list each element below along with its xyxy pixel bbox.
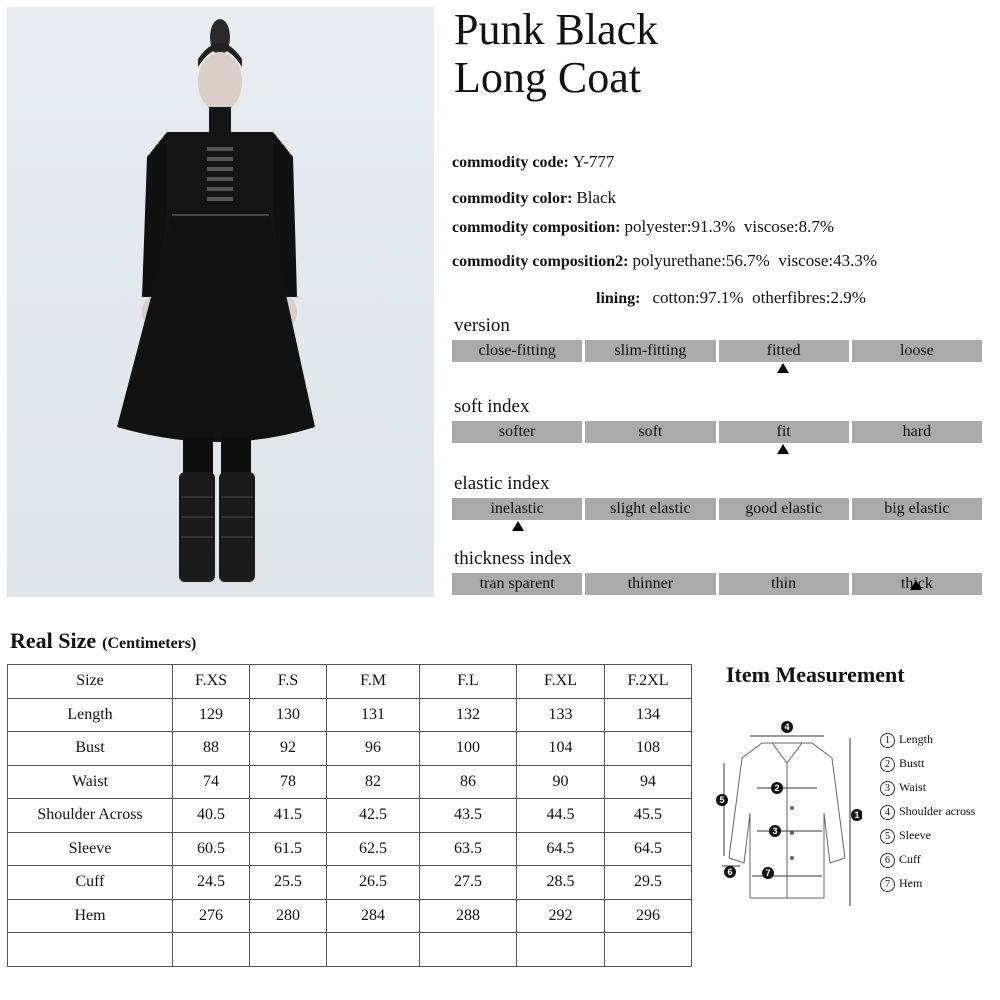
commodity-code xyxy=(452,152,614,172)
size-value-cell: 41.5 xyxy=(250,799,327,833)
elastic-option: inelastic xyxy=(452,498,582,520)
soft-index-label: soft index xyxy=(454,396,530,417)
size-value-cell: 42.5 xyxy=(327,799,420,833)
soft-index-scale xyxy=(452,421,982,443)
row-label-cell: Cuff xyxy=(8,866,173,900)
version-scale xyxy=(452,340,982,362)
diagram-mark: 2 xyxy=(774,783,780,793)
model-wearing-coat-illustration xyxy=(7,7,434,597)
size-value-cell: 96 xyxy=(327,732,420,766)
commodity-color-value: Black xyxy=(576,188,617,207)
size-value-cell: 129 xyxy=(173,698,250,732)
size-value-cell: 29.5 xyxy=(605,866,692,900)
size-value-cell: 131 xyxy=(327,698,420,732)
soft-option: hard xyxy=(852,421,982,443)
commodity-composition2 xyxy=(452,251,877,271)
size-value-cell: 64.5 xyxy=(517,832,605,866)
size-value-cell: 64.5 xyxy=(605,832,692,866)
soft-option: fit xyxy=(719,421,849,443)
measurement-legend xyxy=(880,727,975,895)
version-label: version xyxy=(454,315,510,336)
size-value-cell: 28.5 xyxy=(517,866,605,900)
row-label-cell: Hem xyxy=(8,899,173,933)
thickness-marker-icon xyxy=(910,580,922,590)
version-option: close-fitting xyxy=(452,340,582,362)
header-cell: F.XL xyxy=(517,665,605,699)
legend-item: 6 Cuff xyxy=(880,847,975,871)
product-title-line2: Long Coat xyxy=(454,53,641,102)
header-cell: F.L xyxy=(420,665,517,699)
product-photo xyxy=(7,7,434,597)
commodity-composition2-value: polyurethane:56.7% viscose:43.3% xyxy=(632,251,877,270)
commodity-composition xyxy=(452,217,834,237)
size-value-cell: 284 xyxy=(327,899,420,933)
real-size-heading: Real Size xyxy=(10,628,97,653)
size-value-cell xyxy=(250,933,327,967)
legend-item: 2 Bustt xyxy=(880,751,975,775)
commodity-composition-label: commodity composition: xyxy=(452,219,621,236)
thickness-option: thick xyxy=(852,573,982,595)
coat-measurement-diagram xyxy=(712,718,862,913)
version-option: loose xyxy=(852,340,982,362)
thickness-index-scale xyxy=(452,573,982,595)
row-label-cell: Shoulder Across xyxy=(8,799,173,833)
size-value-cell xyxy=(605,933,692,967)
size-value-cell: 292 xyxy=(517,899,605,933)
version-option: fitted xyxy=(719,340,849,362)
diagram-mark: 4 xyxy=(784,722,790,732)
table-row xyxy=(8,732,692,766)
soft-marker-icon xyxy=(777,444,789,454)
commodity-code-label: commodity code: xyxy=(452,154,569,171)
elastic-index-label: elastic index xyxy=(454,473,550,494)
real-size-title xyxy=(10,628,196,654)
version-marker-icon xyxy=(777,363,789,373)
commodity-code-value: Y-777 xyxy=(572,152,615,171)
row-label-cell: Length xyxy=(8,698,173,732)
diagram-mark: 7 xyxy=(765,868,771,878)
size-value-cell: 74 xyxy=(173,765,250,799)
size-value-cell: 45.5 xyxy=(605,799,692,833)
size-value-cell: 133 xyxy=(517,698,605,732)
lining-value: cotton:97.1% otherfibres:2.9% xyxy=(652,288,866,307)
commodity-composition2-label: commodity composition2: xyxy=(452,253,629,270)
size-value-cell: 40.5 xyxy=(173,799,250,833)
row-label-cell: Waist xyxy=(8,765,173,799)
size-value-cell: 61.5 xyxy=(250,832,327,866)
size-value-cell: 82 xyxy=(327,765,420,799)
size-value-cell xyxy=(327,933,420,967)
table-row xyxy=(8,765,692,799)
size-value-cell: 88 xyxy=(173,732,250,766)
size-value-cell: 280 xyxy=(250,899,327,933)
commodity-composition-value: polyester:91.3% viscose:8.7% xyxy=(624,217,835,236)
size-value-cell xyxy=(517,933,605,967)
version-option: slim-fitting xyxy=(585,340,715,362)
size-value-cell: 90 xyxy=(517,765,605,799)
header-cell: F.XS xyxy=(173,665,250,699)
size-value-cell: 43.5 xyxy=(420,799,517,833)
table-row xyxy=(8,933,692,967)
row-label-cell: Bust xyxy=(8,732,173,766)
header-cell: F.2XL xyxy=(605,665,692,699)
table-header-row xyxy=(8,665,692,699)
row-label-cell: Sleeve xyxy=(8,832,173,866)
thickness-option: thin xyxy=(719,573,849,595)
size-value-cell: 134 xyxy=(605,698,692,732)
size-value-cell: 94 xyxy=(605,765,692,799)
commodity-color xyxy=(452,188,616,208)
table-row xyxy=(8,832,692,866)
elastic-option: good elastic xyxy=(719,498,849,520)
thickness-option: thinner xyxy=(585,573,715,595)
size-value-cell: 25.5 xyxy=(250,866,327,900)
size-value-cell: 86 xyxy=(420,765,517,799)
size-value-cell: 130 xyxy=(250,698,327,732)
size-value-cell: 108 xyxy=(605,732,692,766)
elastic-option: big elastic xyxy=(852,498,982,520)
legend-item: 3 Waist xyxy=(880,775,975,799)
size-value-cell: 288 xyxy=(420,899,517,933)
size-value-cell: 104 xyxy=(517,732,605,766)
size-value-cell: 296 xyxy=(605,899,692,933)
product-title xyxy=(454,6,658,102)
legend-item: 7 Hem xyxy=(880,871,975,895)
diagram-mark: 5 xyxy=(719,795,725,805)
size-value-cell: 63.5 xyxy=(420,832,517,866)
size-value-cell: 78 xyxy=(250,765,327,799)
header-cell: F.S xyxy=(250,665,327,699)
diagram-mark: 3 xyxy=(772,826,778,836)
size-value-cell: 27.5 xyxy=(420,866,517,900)
size-value-cell: 44.5 xyxy=(517,799,605,833)
thickness-option: tran sparent xyxy=(452,573,582,595)
thickness-index-label: thickness index xyxy=(454,548,572,569)
lining xyxy=(596,288,866,308)
lining-label: lining: xyxy=(596,290,641,307)
size-value-cell: 100 xyxy=(420,732,517,766)
size-value-cell: 276 xyxy=(173,899,250,933)
row-label-cell xyxy=(8,933,173,967)
size-value-cell: 62.5 xyxy=(327,832,420,866)
size-value-cell: 26.5 xyxy=(327,866,420,900)
header-cell: F.M xyxy=(327,665,420,699)
item-measurement-title: Item Measurement xyxy=(726,662,905,687)
elastic-index-scale xyxy=(452,498,982,520)
real-size-unit: (Centimeters) xyxy=(102,635,197,652)
table-row xyxy=(8,866,692,900)
size-value-cell xyxy=(173,933,250,967)
diagram-mark: 1 xyxy=(854,810,860,820)
table-row xyxy=(8,799,692,833)
diagram-mark: 6 xyxy=(727,867,733,877)
size-value-cell: 132 xyxy=(420,698,517,732)
legend-item: 5 Sleeve xyxy=(880,823,975,847)
size-table xyxy=(7,664,692,967)
elastic-marker-icon xyxy=(512,521,524,531)
commodity-color-label: commodity color: xyxy=(452,190,573,207)
size-value-cell: 24.5 xyxy=(173,866,250,900)
soft-option: soft xyxy=(585,421,715,443)
header-cell: Size xyxy=(8,665,173,699)
table-row xyxy=(8,899,692,933)
product-title-line1: Punk Black xyxy=(454,5,659,54)
legend-item: 4 Shoulder across xyxy=(880,799,975,823)
elastic-option: slight elastic xyxy=(585,498,715,520)
size-value-cell: 92 xyxy=(250,732,327,766)
soft-option: softer xyxy=(452,421,582,443)
size-value-cell: 60.5 xyxy=(173,832,250,866)
size-value-cell xyxy=(420,933,517,967)
table-row xyxy=(8,698,692,732)
legend-item: 1 Length xyxy=(880,727,975,751)
